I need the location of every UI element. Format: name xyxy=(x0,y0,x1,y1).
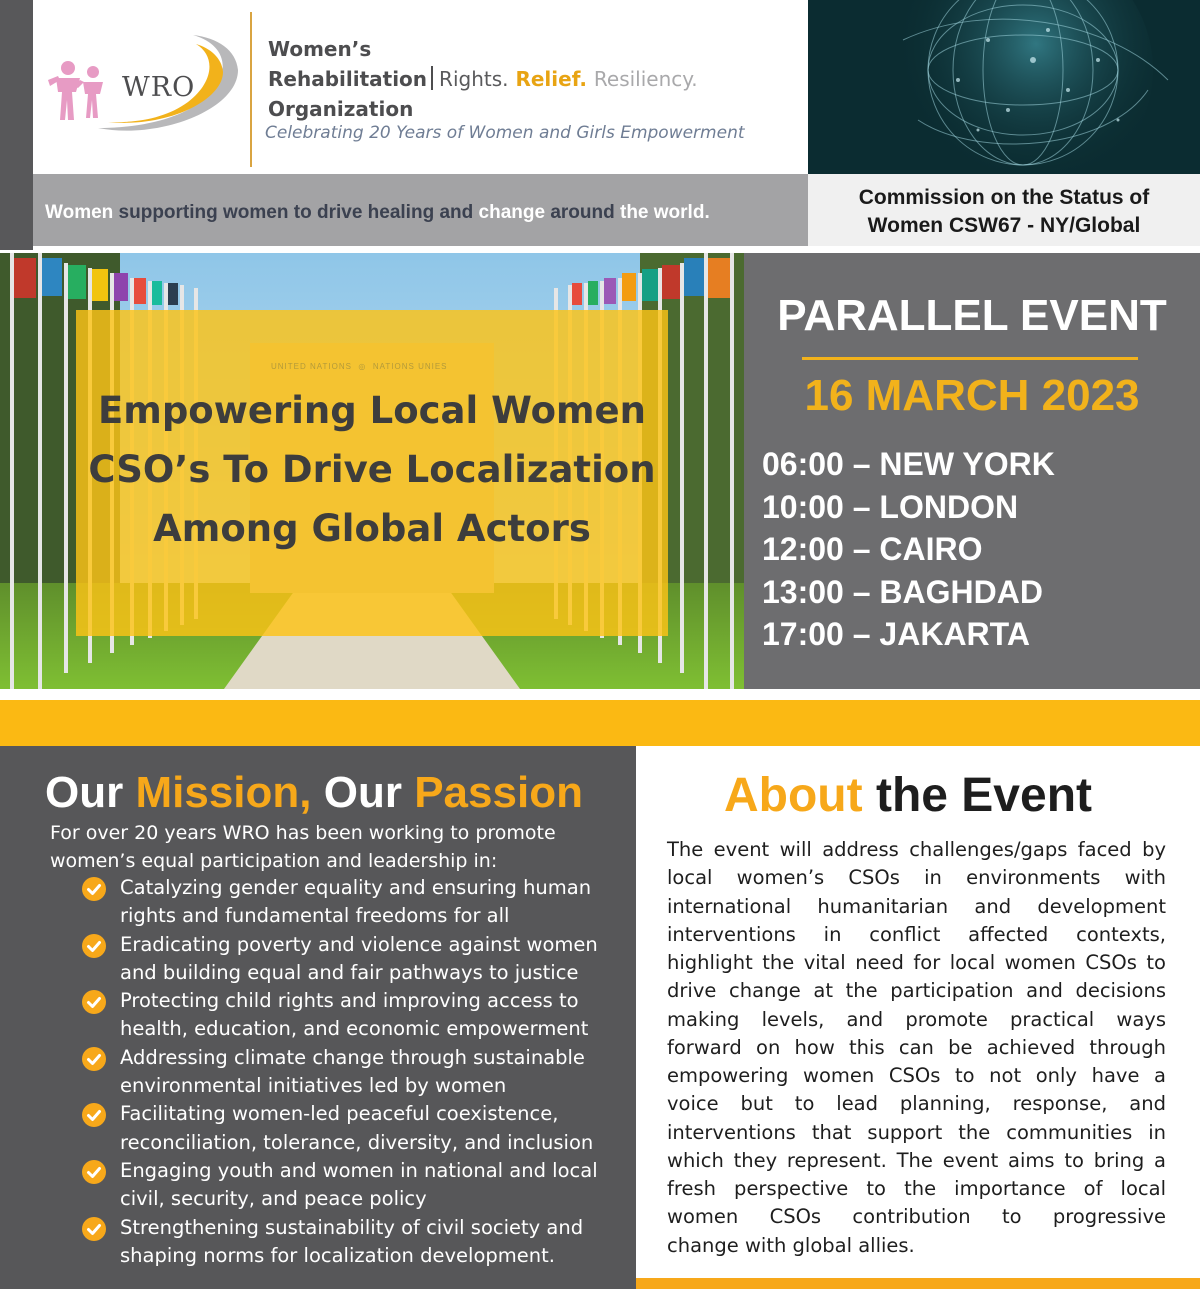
tagline-resiliency: Resiliency. xyxy=(593,67,698,91)
event-title-line-1: Empowering Local Women xyxy=(97,389,646,432)
org-name xyxy=(268,34,698,124)
figures-icon xyxy=(48,61,103,120)
check-circle-icon xyxy=(82,877,106,901)
slogan-text xyxy=(45,202,710,224)
left-gray-strip xyxy=(0,0,33,250)
un-sign-right: NATIONS UNIES xyxy=(372,362,448,371)
list-item-line: Facilitating women-led peaceful coexistence, xyxy=(120,1102,559,1126)
about-line: local women’s CSOs in environments with xyxy=(667,866,1166,890)
about-section xyxy=(636,756,1200,1278)
parallel-event-heading: PARALLEL EVENT xyxy=(777,291,1167,340)
mission-section xyxy=(0,746,636,1289)
slogan-word-1: Women xyxy=(45,202,114,223)
list-item xyxy=(80,1157,635,1214)
mission-title-passion: Passion xyxy=(414,768,583,817)
list-item-line: civil, security, and peace policy xyxy=(120,1187,427,1211)
list-item xyxy=(80,1214,635,1271)
globe-image xyxy=(808,0,1200,174)
about-line: forward on how this can be achieved through xyxy=(667,1035,1166,1059)
event-date: 16 MARCH 2023 xyxy=(804,371,1140,420)
list-item xyxy=(80,1044,635,1101)
list-item-line: rights and fundamental freedoms for all xyxy=(120,904,510,928)
event-title-line-3: Among Global Actors xyxy=(153,507,591,550)
logo-divider xyxy=(250,12,252,167)
tagline-separator xyxy=(431,66,433,90)
event-title xyxy=(76,381,668,558)
org-line-1: Women’s xyxy=(268,37,372,61)
org-line-2 xyxy=(268,64,698,94)
commission-line-1: Commission on the Status of xyxy=(858,186,1150,209)
list-item xyxy=(80,987,635,1044)
time-new-york: 06:00 – NEW YORK xyxy=(762,446,1055,482)
slogan-word-5: the world. xyxy=(620,202,710,223)
list-item xyxy=(80,931,635,988)
about-description xyxy=(667,836,1166,1260)
check-circle-icon xyxy=(82,990,106,1014)
mission-title-mission: Mission, xyxy=(135,768,312,817)
about-line: interventions that support the communities in xyxy=(667,1120,1166,1144)
list-item-line: Catalyzing gender equality and ensuring human xyxy=(120,876,592,899)
check-circle-icon xyxy=(82,1103,106,1127)
yellow-divider-bar xyxy=(0,700,1200,746)
list-item-line: Addressing climate change through sustainable xyxy=(120,1045,585,1069)
event-details-panel xyxy=(744,253,1200,689)
mission-intro-line-1: For over 20 years WRO has been working to promote xyxy=(50,822,556,844)
org-line-2-text: Rehabilitation xyxy=(268,67,428,91)
slogan-word-2: supporting women to drive healing and xyxy=(118,202,474,223)
list-item-line: shaping norms for localization development. xyxy=(120,1243,555,1267)
org-line-3: Organization xyxy=(268,97,414,121)
mission-list xyxy=(80,874,635,1270)
list-item-line: Eradicating poverty and violence against women xyxy=(120,932,598,956)
check-circle-icon xyxy=(82,1047,106,1071)
tagline-rights: Rights. xyxy=(439,67,509,91)
check-circle-icon xyxy=(82,1217,106,1241)
list-item-line: Strengthening sustainability of civil society and xyxy=(120,1215,584,1239)
about-title xyxy=(636,768,1200,823)
about-title-event: the Event xyxy=(875,769,1092,822)
about-line: change with global allies. xyxy=(667,1233,915,1257)
about-line: women CSOs contribution to progressive xyxy=(667,1205,1166,1229)
heading-divider xyxy=(802,357,1138,360)
time-london: 10:00 – LONDON xyxy=(762,488,1019,525)
about-line: voice but to lead planning, response, and xyxy=(667,1092,1166,1116)
about-line: interventions in conflict affected contexts, xyxy=(667,922,1166,946)
tagline-relief: Relief. xyxy=(515,67,587,91)
slogan-bar xyxy=(33,174,808,246)
logo-text: WRO xyxy=(122,72,196,103)
un-emblem-icon: ◎ xyxy=(355,362,370,371)
mission-intro xyxy=(50,819,625,875)
about-line: empowering women CSOs to not only have a xyxy=(667,1064,1166,1087)
about-line: The event will address challenges/gaps faced by xyxy=(667,838,1166,861)
list-item-line: reconciliation, tolerance, diversity, and inclusion xyxy=(120,1130,594,1154)
list-item-line: environmental initiatives led by women xyxy=(120,1074,507,1098)
mission-title xyxy=(45,768,583,818)
list-item-line: Engaging youth and women in national and local xyxy=(120,1158,598,1182)
slogan-word-4: around xyxy=(550,202,615,223)
list-item xyxy=(80,874,635,931)
time-jakarta: 17:00 – JAKARTA xyxy=(762,616,1030,652)
about-bottom-bar xyxy=(636,1278,1200,1289)
slogan-word-3: change xyxy=(478,202,546,223)
time-list xyxy=(762,443,1055,656)
wro-logo xyxy=(38,30,248,140)
list-item-line: health, education, and economic empowerment xyxy=(120,1017,589,1041)
time-baghdad: 13:00 – BAGHDAD xyxy=(762,573,1043,610)
commission-line-2: Women CSW67 - NY/Global xyxy=(867,214,1141,237)
commission-box xyxy=(808,174,1200,246)
about-title-about: About xyxy=(724,769,863,822)
time-cairo: 12:00 – CAIRO xyxy=(762,531,983,567)
list-item-line: and building equal and fair pathways to justice xyxy=(120,960,579,984)
un-sign xyxy=(271,362,448,371)
about-line: drive change at the participation and decisions xyxy=(667,979,1166,1003)
un-sign-left: UNITED NATIONS xyxy=(271,362,352,371)
list-item-line: Protecting child rights and improving access to xyxy=(120,989,579,1013)
about-line: fresh perspective to the importance of local xyxy=(667,1177,1166,1200)
globe-network-icon xyxy=(808,0,1200,174)
event-title-line-2: CSO’s To Drive Localization xyxy=(88,448,656,491)
check-circle-icon xyxy=(82,1160,106,1184)
check-circle-icon xyxy=(82,934,106,958)
celebrating-tagline: Celebrating 20 Years of Women and Girls Empowerment xyxy=(265,123,745,143)
mission-intro-line-2: women’s equal participation and leadership in: xyxy=(50,850,498,872)
about-line: international humanitarian and development xyxy=(667,894,1166,918)
about-line: making levels, and promote practical ways xyxy=(667,1007,1166,1031)
mission-title-our-1: Our xyxy=(45,768,124,817)
mission-title-our-2: Our xyxy=(323,768,402,817)
list-item xyxy=(80,1100,635,1157)
about-line: highlight the vital need for local women CSOs to xyxy=(667,951,1166,974)
about-line: which they represent. The event aims to bring a xyxy=(667,1148,1166,1172)
